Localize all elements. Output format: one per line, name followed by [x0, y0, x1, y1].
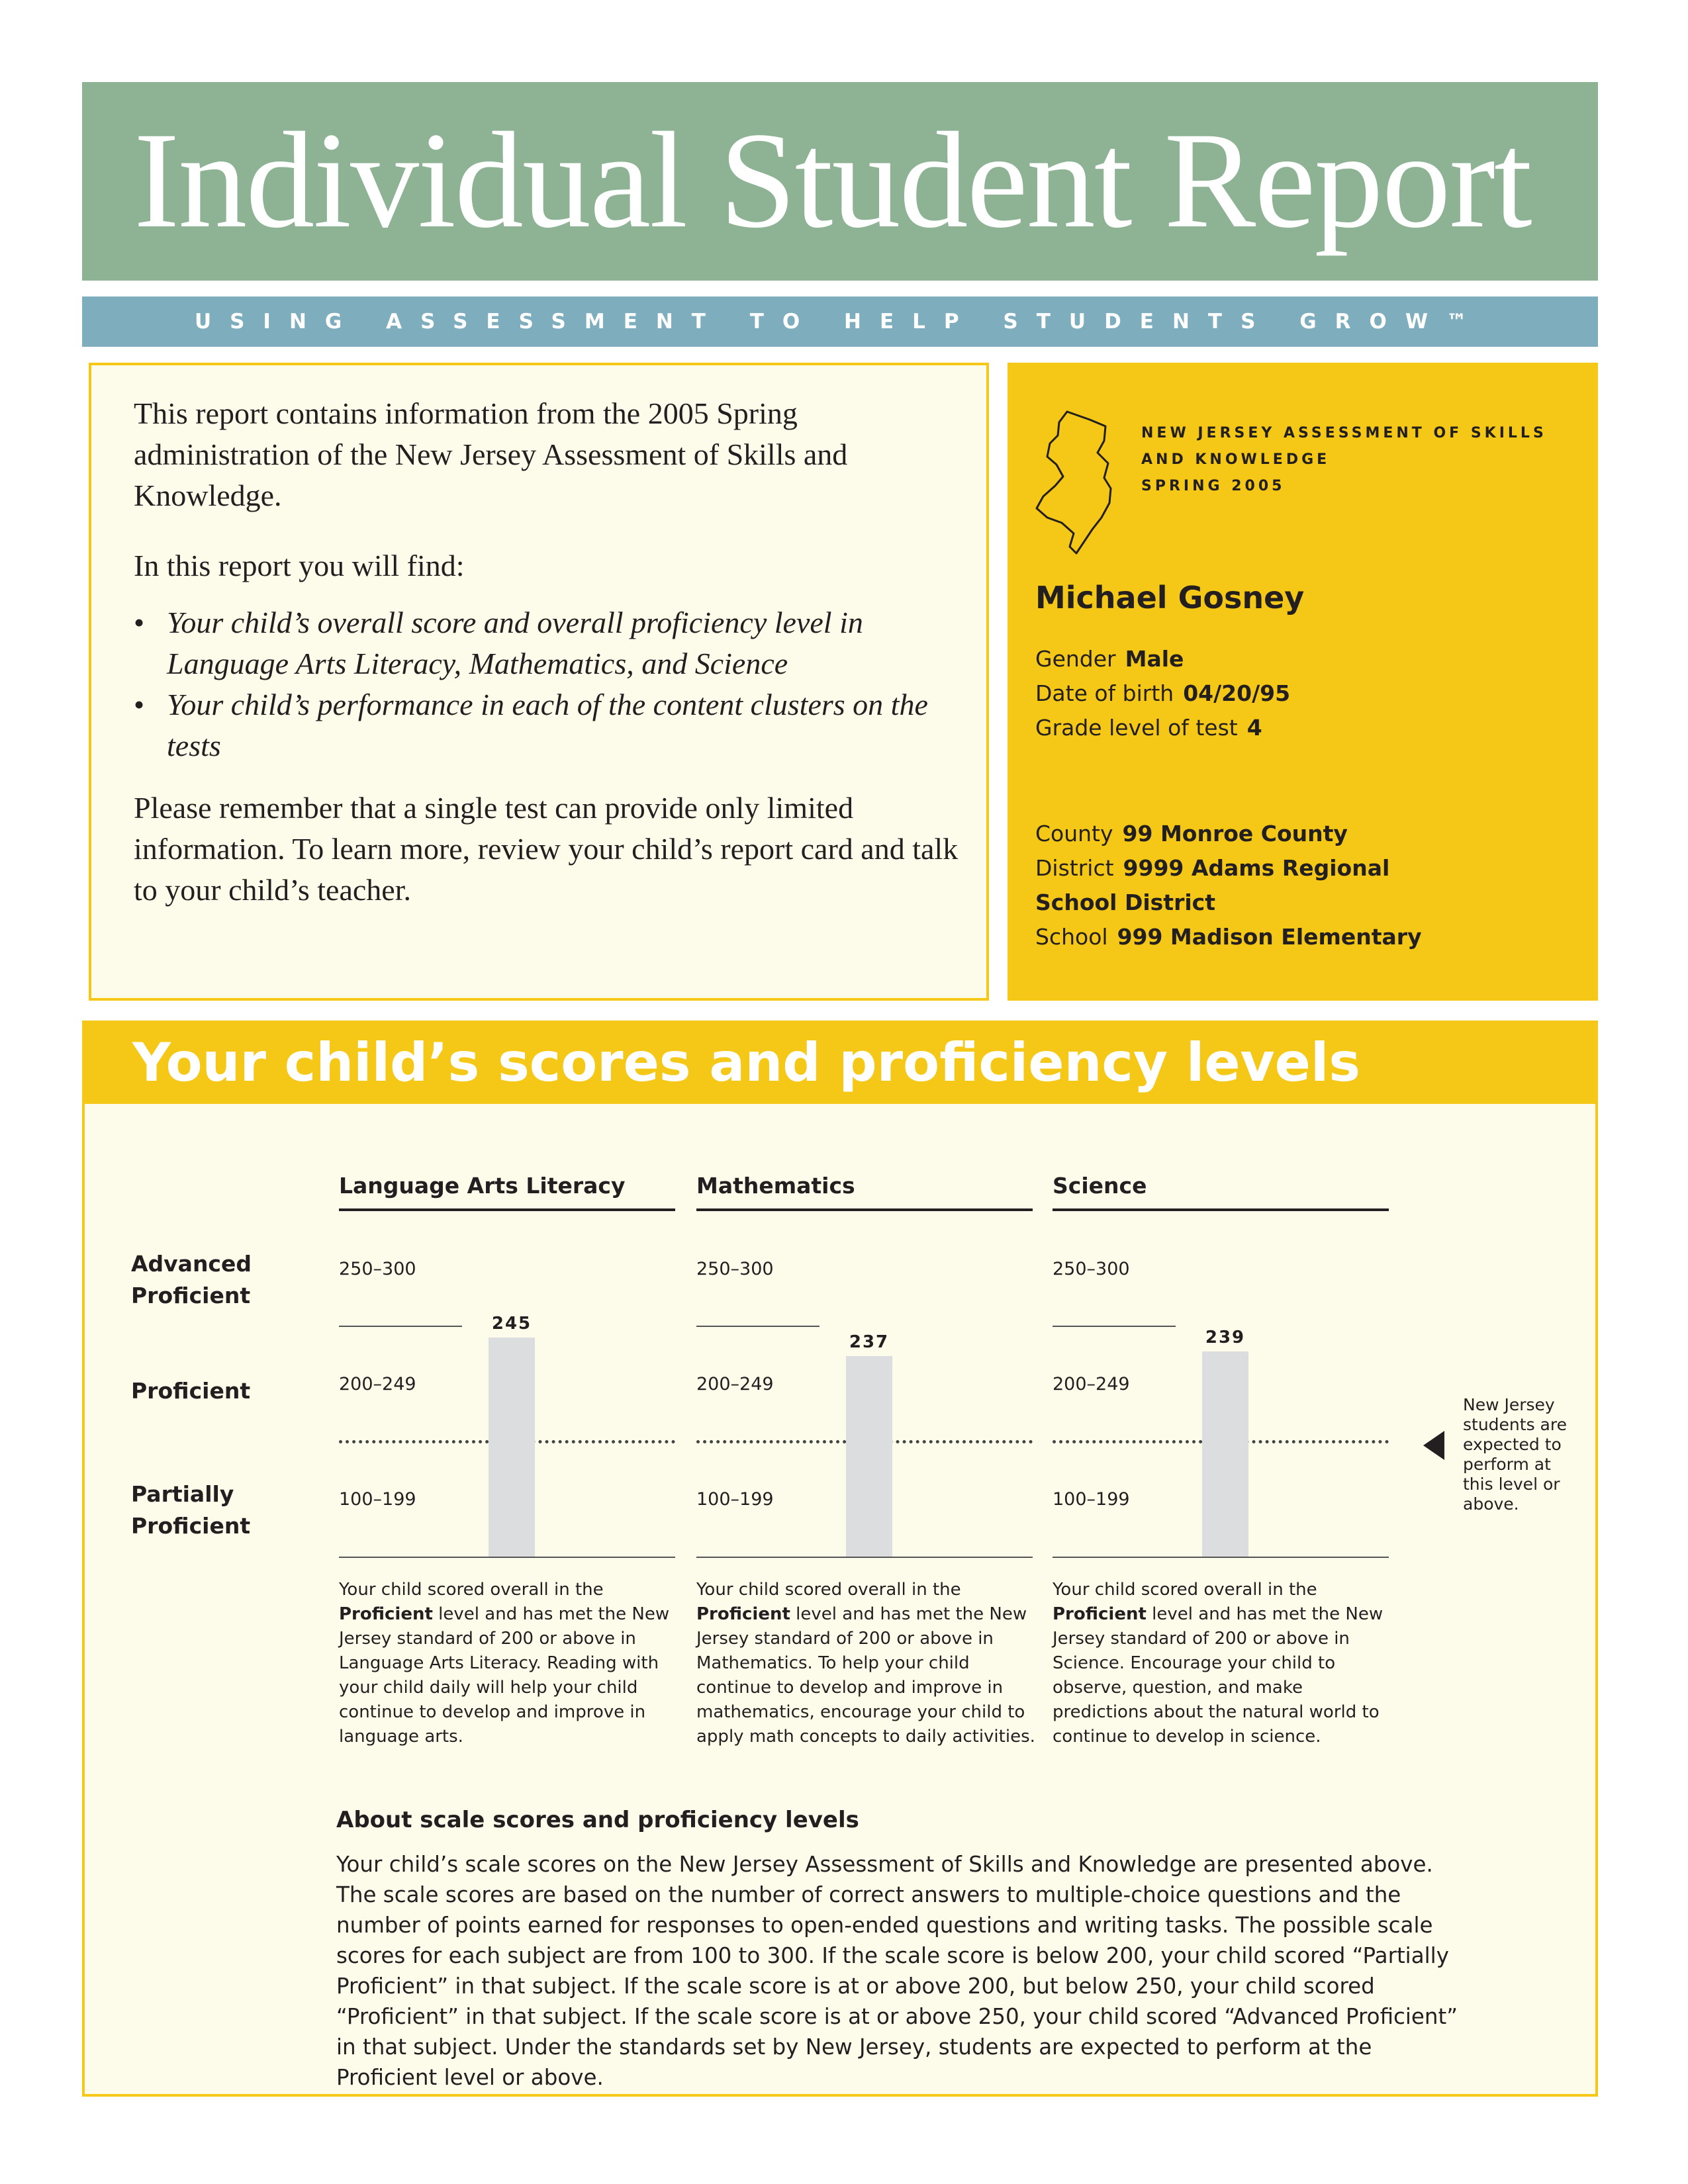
desc-text-start: Your child scored overall in the — [1053, 1580, 1317, 1600]
assessment-date: SPRING 2005 — [1141, 478, 1286, 494]
level-advanced-line-1: Advanced — [131, 1251, 252, 1277]
score-value: 239 — [1205, 1328, 1246, 1348]
range-proficient: 200–249 — [696, 1374, 774, 1394]
desc-level: Proficient — [696, 1604, 790, 1624]
level-advanced-proficient — [131, 1248, 252, 1312]
scores-header — [82, 1021, 1598, 1105]
level-advanced-line-2: Proficient — [131, 1283, 251, 1308]
intro-bullet-2-text: Your child’s performance in each of the content clusters on the tests — [167, 688, 928, 762]
county-label: County — [1035, 821, 1113, 846]
intro-box — [89, 363, 989, 1001]
subject-heading-rule — [1053, 1208, 1389, 1211]
score-value: 245 — [491, 1314, 532, 1334]
district-row-2 — [1035, 888, 1215, 917]
gender-value: Male — [1125, 646, 1184, 672]
level-250-rule — [1053, 1326, 1176, 1327]
grade-row — [1035, 713, 1262, 743]
level-100-baseline — [339, 1557, 675, 1558]
gender-row — [1035, 645, 1184, 674]
scores-title: Your child’s scores and proficiency levels — [132, 1032, 1360, 1093]
range-advanced: 250–300 — [696, 1259, 774, 1279]
score-description — [339, 1578, 683, 1749]
new-jersey-map-icon — [1021, 400, 1133, 559]
report-title: Individual Student Report — [134, 104, 1531, 256]
school-row — [1035, 923, 1422, 952]
range-proficient: 200–249 — [339, 1374, 416, 1394]
county-row — [1035, 819, 1348, 848]
range-partially-proficient: 100–199 — [339, 1489, 416, 1510]
left-arrow-icon — [1423, 1431, 1444, 1460]
assessment-name-line-2: AND KNOWLEDGE — [1141, 451, 1331, 468]
desc-text-end: level and has met the New Jersey standard of 200 or above in Mathematics. To help your child continue to develop and improve in mathematics, encourage your child to apply math concepts to daily activities. — [696, 1604, 1035, 1747]
dob-label: Date of birth — [1035, 680, 1174, 706]
range-advanced: 250–300 — [1053, 1259, 1130, 1279]
range-advanced: 250–300 — [339, 1259, 416, 1279]
district-row — [1035, 854, 1389, 883]
intro-paragraph-2: Please remember that a single test can provide only limited information. To learn more, review your child’s report card and talk to your child’s teacher. — [134, 791, 959, 907]
subject-heading: Science — [1053, 1173, 1147, 1199]
level-100-baseline — [1053, 1557, 1389, 1558]
grade-value: 4 — [1246, 715, 1262, 741]
gender-label: Gender — [1035, 646, 1116, 672]
score-description — [696, 1578, 1041, 1749]
range-proficient: 200–249 — [1053, 1374, 1130, 1394]
subject-heading-rule — [339, 1208, 675, 1211]
level-partial-line-2: Proficient — [131, 1513, 251, 1539]
level-proficient: Proficient — [131, 1378, 251, 1404]
score-value: 237 — [849, 1332, 890, 1353]
subject-heading: Mathematics — [696, 1173, 855, 1199]
expected-level-note: New Jersey students are expected to perform at this level or above. — [1463, 1395, 1567, 1514]
bullet-glyph: • — [134, 606, 145, 639]
level-100-baseline — [696, 1557, 1033, 1558]
desc-level: Proficient — [1053, 1604, 1147, 1624]
title-banner — [82, 82, 1598, 281]
school-value: 999 Madison Elementary — [1117, 924, 1422, 950]
range-partially-proficient: 100–199 — [696, 1489, 774, 1510]
intro-bullet-1 — [134, 602, 968, 684]
tagline-bar — [82, 296, 1598, 347]
desc-level: Proficient — [339, 1604, 433, 1624]
intro-find-heading: In this report you will find: — [134, 549, 465, 582]
school-label: School — [1035, 924, 1108, 950]
tagline: USING ASSESSMENT TO HELP STUDENTS GROW™ — [194, 310, 1486, 334]
level-partial-line-1: Partially — [131, 1481, 234, 1507]
score-bar — [1202, 1351, 1248, 1557]
desc-text-start: Your child scored overall in the — [696, 1580, 961, 1600]
desc-text-end: level and has met the New Jersey standard of 200 or above in Science. Encourage your child to observe, question, and make predictions about the natural world to continue to develop in science. — [1053, 1604, 1383, 1747]
district-value-line-2: School District — [1035, 889, 1216, 915]
subject-heading-rule — [696, 1208, 1033, 1211]
district-label: District — [1035, 855, 1114, 881]
range-partially-proficient: 100–199 — [1053, 1489, 1130, 1510]
level-partially-proficient — [131, 1479, 250, 1542]
assessment-name-line-1: NEW JERSEY ASSESSMENT OF SKILLS — [1141, 425, 1547, 441]
dob-value: 04/20/95 — [1183, 680, 1291, 706]
intro-bullet-2 — [134, 684, 968, 766]
grade-label: Grade level of test — [1035, 715, 1238, 741]
level-250-rule — [696, 1326, 820, 1327]
score-bar — [846, 1356, 892, 1557]
score-bar — [489, 1338, 535, 1557]
subject-heading: Language Arts Literacy — [339, 1173, 626, 1199]
dob-row — [1035, 679, 1290, 708]
about-scores-title: About scale scores and proficiency levels — [336, 1807, 859, 1833]
county-value: 99 Monroe County — [1122, 821, 1348, 846]
about-scores-body: Your child’s scale scores on the New Jersey Assessment of Skills and Knowledge are presented above. The scale scores are based on the number of correct answers to multiple-choice questions and the number of points earned for responses to open-ended questions and writing tasks. The possible scale scores for each subject are from 100 to 300. If the scale score is below 200, your child scored “Partially Proficient” in that subject. If the scale score is at or above 200, but below 250, your child scored “Proficient” in that subject. If the scale score is at or above 250, your child scored “Advanced Proficient” in that subject. Under the standards set by New Jersey, students are expected to perform at the Proficient level or above. — [336, 1852, 1458, 2090]
student-info-box — [1008, 363, 1598, 1001]
desc-text-end: level and has met the New Jersey standard of 200 or above in Language Arts Literacy. Reading with your child daily will help your child continue to develop and improve in language arts. — [339, 1604, 670, 1747]
bullet-glyph: • — [134, 688, 145, 721]
intro-paragraph-1: This report contains information from the 2005 Spring administration of the New Jersey Assessment of Skills and Knowledge. — [134, 396, 848, 512]
score-description — [1053, 1578, 1397, 1749]
level-250-rule — [339, 1326, 462, 1327]
district-value-line-1: 9999 Adams Regional — [1123, 855, 1390, 881]
intro-bullet-1-text: Your child’s overall score and overall proficiency level in Language Arts Literacy, Mathematics, and Science — [167, 606, 863, 680]
student-name: Michael Gosney — [1035, 580, 1305, 615]
desc-text-start: Your child scored overall in the — [339, 1580, 604, 1600]
